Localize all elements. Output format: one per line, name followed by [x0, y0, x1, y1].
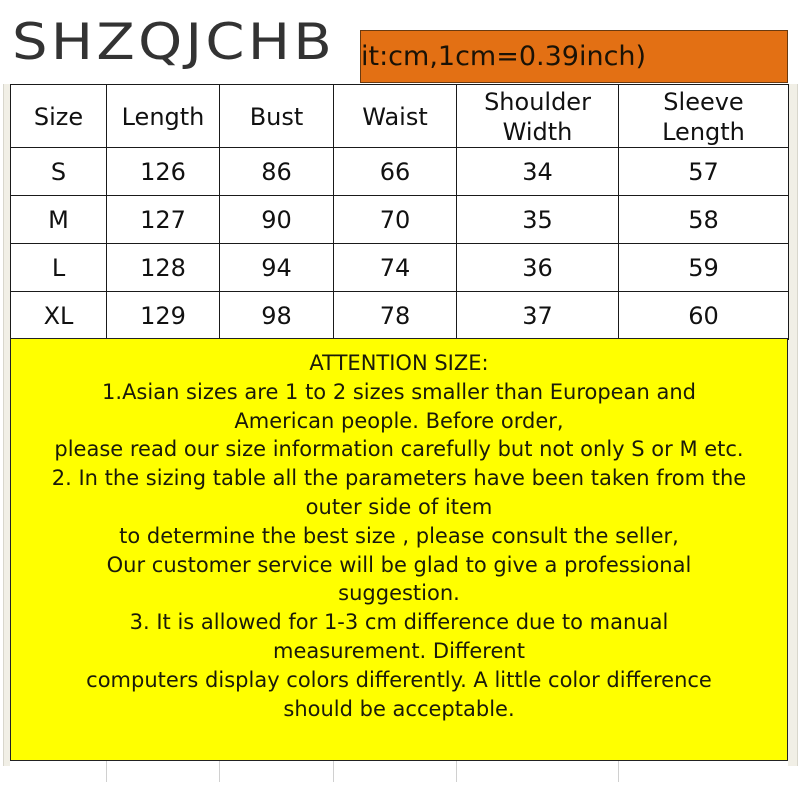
brand-logo: SHZQJCHB [12, 13, 336, 71]
table-row [11, 196, 789, 244]
notice-line: American people. Before order, [234, 408, 564, 433]
cell-shoulder-width: 37 [457, 292, 619, 340]
notice-line: 1.Asian sizes are 1 to 2 sizes smaller than European and [102, 379, 696, 404]
header-sleeve-length: Sleeve Length [619, 85, 789, 148]
cell-waist: 74 [334, 244, 457, 292]
cell-length: 128 [107, 244, 220, 292]
cell-shoulder-width: 35 [457, 196, 619, 244]
notice-title: ATTENTION SIZE: [309, 351, 489, 375]
header-size: Size [11, 85, 107, 148]
size-attention-notice [10, 338, 788, 761]
notice-line: 2. In the sizing table all the parameters have been taken from the [51, 466, 747, 491]
cell-shoulder-width: 34 [457, 148, 619, 196]
table-row [11, 244, 789, 292]
cell-sleeve-length: 59 [619, 244, 789, 292]
notice-line: measurement. Different [273, 638, 525, 663]
header-bust: Bust [220, 85, 334, 148]
notice-line: should be acceptable. [283, 696, 515, 721]
cell-waist: 66 [334, 148, 457, 196]
notice-line: please read our size information carefully but not only S or M etc. [54, 437, 744, 462]
cell-bust: 94 [220, 244, 334, 292]
cell-shoulder-width: 36 [457, 244, 619, 292]
notice-line: computers display colors differently. A little color difference [86, 667, 712, 692]
table-row [11, 148, 789, 196]
notice-line: to determine the best size , please consult the seller, [119, 523, 679, 548]
notice-line: 3. It is allowed for 1-3 cm difference due to manual [129, 610, 669, 635]
cell-size: L [11, 244, 107, 292]
header-shoulder-width: Shoulder Width [457, 85, 619, 148]
cell-size: M [11, 196, 107, 244]
cell-length: 129 [107, 292, 220, 340]
cell-size: XL [11, 292, 107, 340]
cell-bust: 98 [220, 292, 334, 340]
notice-line: outer side of item [305, 494, 493, 519]
cell-sleeve-length: 58 [619, 196, 789, 244]
cell-sleeve-length: 60 [619, 292, 789, 340]
table-header-row [11, 85, 789, 148]
header-length: Length [107, 85, 220, 148]
cell-bust: 86 [220, 148, 334, 196]
header-waist: Waist [334, 85, 457, 148]
table-row [11, 292, 789, 340]
cell-sleeve-length: 57 [619, 148, 789, 196]
cell-bust: 90 [220, 196, 334, 244]
cell-size: S [11, 148, 107, 196]
cell-waist: 78 [334, 292, 457, 340]
cell-waist: 70 [334, 196, 457, 244]
notice-line: suggestion. [338, 581, 460, 606]
cell-length: 127 [107, 196, 220, 244]
cell-length: 126 [107, 148, 220, 196]
unit-banner: it:cm,1cm=0.39inch) [360, 30, 788, 83]
notice-line: Our customer service will be glad to give a professional [106, 552, 692, 577]
table-continuation-lines [10, 760, 788, 782]
size-chart-table [10, 84, 789, 340]
